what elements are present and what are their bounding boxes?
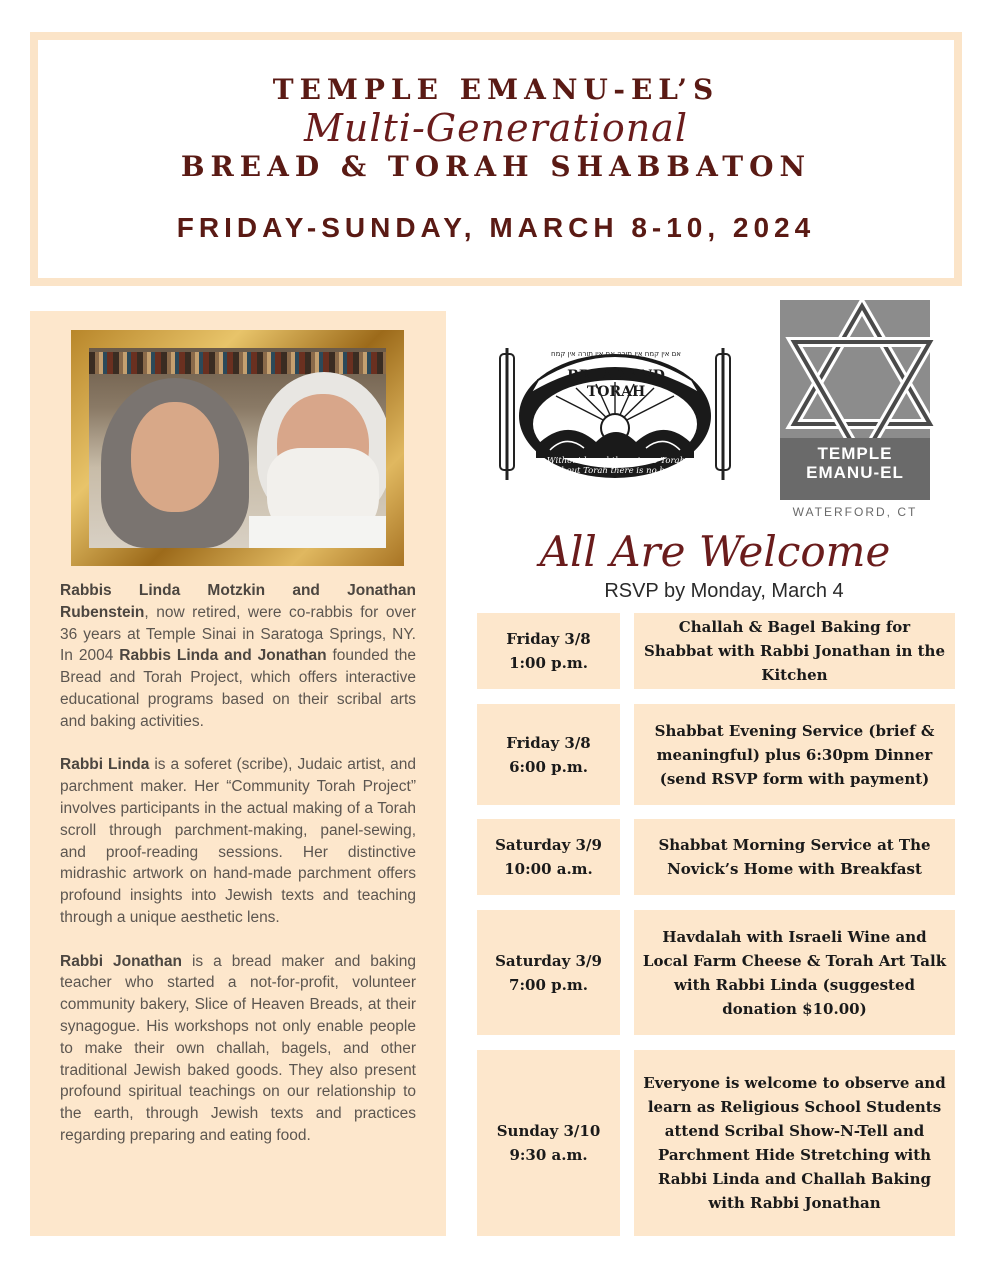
temple-name-line2: EMANU-EL [806,463,904,482]
rabbis-photo [89,348,386,548]
schedule-datetime [477,910,620,1035]
bread-torah-tagline-1: Without bread there is no Torah [546,456,686,466]
schedule-time: 6:00 p.m. [509,757,588,776]
temple-name-line1: TEMPLE [817,444,893,463]
event-dates: FRIDAY-SUNDAY, MARCH 8-10, 2024 [176,212,816,243]
schedule-description: Shabbat Morning Service at The Novick’s Home with Breakfast [634,819,955,895]
shirt-jonathan [249,516,386,548]
temple-name [780,444,930,482]
bio-text [60,580,416,1169]
schedule-datetime [477,1050,620,1236]
bio-p2-bold: Rabbi Linda [60,756,150,774]
schedule-day: Friday 3/8 [506,630,591,648]
bread-torah-hebrew: אם אין קמח אין תורה אם אין תורה אין קמח [551,350,681,358]
bio-p2-text: is a soferet (scribe), Judaic artist, and parchment maker. Her “Community Torah Project” involves participants in the actual making of a Torah scroll through parchment-making, panel-sewing, and proof-reading sessions. Her distinctive midrashic artwork on hand-made parchment offers profound insights into Jewish texts and teaching through a unique aesthetic lens. [60,756,416,926]
bio-p1-bold1: Rabbis Linda Motzkin and Jonathan Rubenstein [60,582,416,621]
schedule-description: Everyone is welcome to observe and learn as Religious School Students attend Scribal Show-N-Tell and Parchment Hide Stretching with Rabbi Linda and Challah Baking with Rabbi Jonathan [634,1050,955,1236]
schedule-description: Challah & Bagel Baking for Shabbat with Rabbi Jonathan in the Kitchen [634,613,955,689]
bio-paragraph-3 [60,951,416,1147]
schedule-datetime [477,819,620,895]
schedule-time: 10:00 a.m. [504,860,593,878]
bread-torah-tagline-2: without Torah there is no bread [547,466,685,476]
bio-p1-bold2: Rabbis Linda and Jonathan [119,647,327,665]
rabbis-photo-frame [71,330,404,566]
bio-p3-text: is a bread maker and baking teacher who started a not-for-profit, volunteer community bakery, Slice of Heaven Breads, at their synagogue. His workshops not only enable people to make their own challah, bagels, and other traditional Jewish baked goods. They also present profound spiritual teachings on our relationship to the earth, through Jewish texts and practices regarding preparing and eating food. [60,952,416,1144]
schedule-row [477,819,955,895]
header-banner [30,32,962,286]
temple-emanu-el-logo [780,300,938,520]
bio-paragraph-2 [60,754,416,928]
schedule-time: 1:00 p.m. [509,654,588,672]
schedule-row [477,704,955,805]
temple-city: WATERFORD, CT [792,505,918,519]
schedule-time: 7:00 p.m. [509,975,588,994]
schedule-row [477,613,955,689]
schedule-row [477,1050,955,1236]
schedule-day: Friday 3/8 [506,733,591,752]
header-title-line3: BREAD & TORAH SHABBATON [180,150,812,183]
header-inner [38,40,954,278]
bio-panel [30,311,446,1236]
schedule-day: Saturday 3/9 [495,951,602,970]
bio-paragraph-1 [60,580,416,733]
welcome-heading: All Are Welcome [539,527,891,576]
bookshelf [89,352,386,374]
schedule-datetime [477,613,620,689]
header-title-line1: TEMPLE EMANU-EL’S [272,73,720,106]
schedule-time: 9:30 a.m. [509,1146,588,1164]
schedule-description: Shabbat Evening Service (brief & meaningful) plus 6:30pm Dinner (send RSVP form with payment) [634,704,955,805]
bio-p3-bold: Rabbi Jonathan [60,952,182,970]
rsvp-deadline: RSVP by Monday, March 4 [604,580,844,602]
bread-and-torah-logo [496,346,734,486]
face-linda [131,402,219,512]
bread-torah-title: BREAD AND TORAH [567,368,665,400]
header-script-title: Multi-Generational [303,106,688,150]
bio-p1-text2: founded the Bread and Torah Project, which offers interactive educational programs based on their scribal arts and baking activities. [60,647,416,730]
schedule-datetime [477,704,620,805]
bio-p1-text1: , now retired, were co-rabbis for over 36 years at Temple Sinai in Saratoga Springs, NY. In 2004 [60,603,416,665]
schedule-day: Saturday 3/9 [495,836,602,854]
schedule-row [477,910,955,1035]
schedule-day: Sunday 3/10 [496,1122,601,1140]
schedule-description: Havdalah with Israeli Wine and Local Farm Cheese & Torah Art Talk with Rabbi Linda (suggested donation $10.00) [634,910,955,1035]
